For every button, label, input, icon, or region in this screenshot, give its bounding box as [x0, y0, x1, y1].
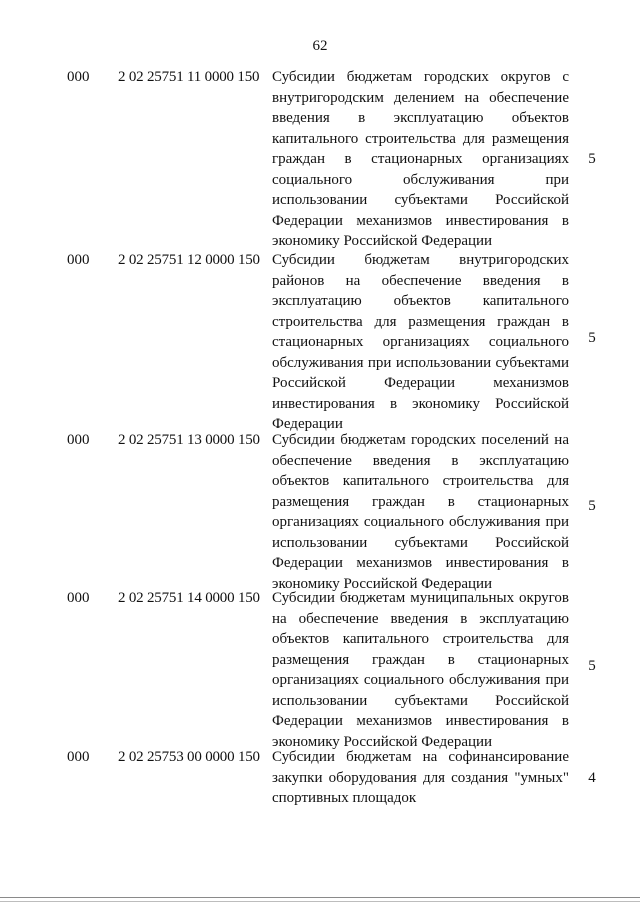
scan-edge-line	[0, 901, 640, 902]
value-cell: 5	[588, 658, 596, 674]
value-cell: 5	[588, 330, 596, 346]
code-cell: 000	[67, 749, 90, 765]
description-cell: Субсидии бюджетам внутригородских районов на обеспечение введения в эксплуатацию объектов капитального строительства для размещения граждан в стационарных организациях социального обслуживания при использовании субъектами Российской Федерации механизмов инвестирования в экономику Российской Федерации	[272, 252, 569, 432]
value-cell: 4	[588, 770, 596, 786]
description-cell: Субсидии бюджетам муниципальных округов на обеспечение введения в эксплуатацию объектов капитального строительства для размещения граждан в стационарных организациях социального обслуживания при использовании субъектами Российской Федерации механизмов инвестирования в экономику Российской Федерации	[272, 590, 569, 750]
code-cell: 000	[67, 252, 90, 268]
description-cell: Субсидии бюджетам городских округов с внутригородским делением на обеспечение введения в эксплуатацию объектов капитального строительства для размещения граждан в стационарных организациях социального обслуживания при использовании субъектами Российской Федерации механизмов инвестирования в экономику Российской Федерации	[272, 69, 569, 249]
kbk-cell: 2 02 25751 11 0000 150	[118, 69, 260, 85]
scan-edge-line	[0, 897, 640, 898]
value-cell: 5	[588, 151, 596, 167]
code-cell: 000	[67, 590, 90, 606]
value-cell: 5	[588, 498, 596, 514]
code-cell: 000	[67, 69, 90, 85]
kbk-cell: 2 02 25751 12 0000 150	[118, 252, 260, 268]
kbk-cell: 2 02 25751 13 0000 150	[118, 432, 260, 448]
page-number: 62	[312, 38, 328, 54]
kbk-cell: 2 02 25751 14 0000 150	[118, 590, 260, 606]
description-cell: Субсидии бюджетам на софинансирование закупки оборудования для создания "умных" спортивных площадок	[272, 749, 569, 806]
code-cell: 000	[67, 432, 90, 448]
kbk-cell: 2 02 25753 00 0000 150	[118, 749, 260, 765]
description-cell: Субсидии бюджетам городских поселений на обеспечение введения в эксплуатацию объектов капитального строительства для размещения граждан в стационарных организациях социального обслуживания при использовании субъектами Российской Федерации механизмов инвестирования в экономику Российской Федерации	[272, 432, 569, 592]
